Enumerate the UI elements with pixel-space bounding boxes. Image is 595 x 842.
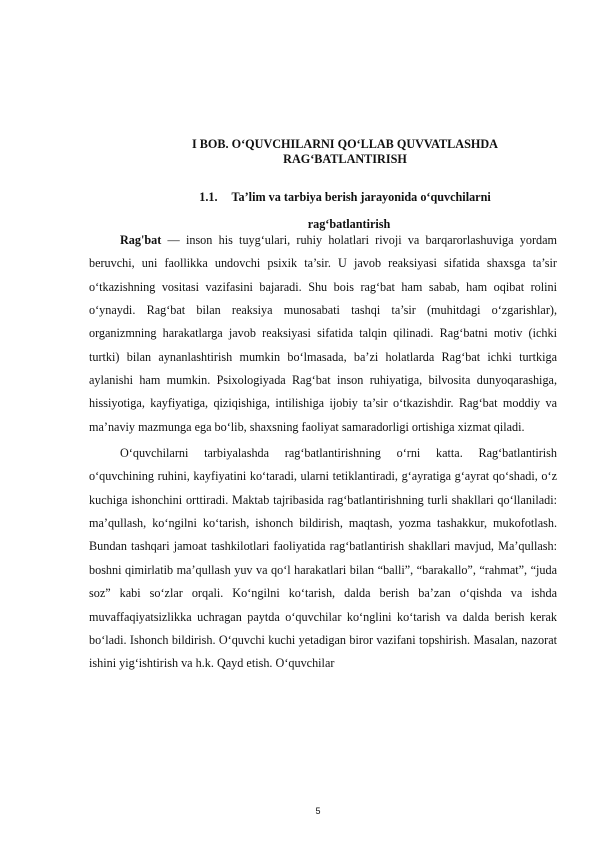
paragraph-1 <box>89 229 557 439</box>
section-title-line-1: Ta’lim va tarbiya berish jarayonida o‘quvchilarni <box>231 190 491 204</box>
section-title-line-2: rag‘batlantirish <box>307 217 391 231</box>
body-text <box>89 229 557 676</box>
paragraph-2: O‘quvchilarni tarbiyalashda rag‘batlantirishning o‘rni katta. Rag‘batlantirish o‘quvchining ruhini, kayfiyatini ko‘taradi, ularni tetiklantiradi, g‘ayratiga g‘ayrat qo‘shadi, o‘z kuchiga ishonchini orttiradi. Maktab tajribasida rag‘batlantirishning turli shakllari qo‘llaniladi: ma’qullash, ko‘ngilni ko‘tarish, ishonch bildirish, maqtash, yozma tashakkur, mukofotlash. Bundan tashqari jamoat tashkilotlari faoliyatida rag‘batlantirish shakllari mavjud, Ma’qullash: boshni qimirlatib ma’qullash yuv va qo‘l harakatlari bilan “balli”, “barakallo”, “rahmat”, “juda soz” kabi so‘zlar orqali. Ko‘ngilni ko‘tarish, dalda berish ba’zan o‘qishda va ishda muvaffaqiyatsizlikka uchragan paytda o‘quvchilar ko‘nglini ko‘tarish va dalda berish kerak bo‘ladi. Ishonch bildirish. O‘quvchi kuchi yetadigan biror vazifani topshirish. Masalan, nazorat ishini yig‘ishtirish va h.k. Qayd etish. O‘quvchilar <box>89 446 557 671</box>
paragraph-1-text: — inson his tuyg‘ulari, ruhiy holatlari rivoji va barqarorlashuviga yordam beruvchi, uni faollikka undovchi psixik ta’sir. U javob reaksiyasi sifatida shaxsga ta’sir o‘tkazishning vositasi vazifasini bajaradi. Shu bois rag‘bat ham sabab, ham oqibat rolini o‘ynaydi. Rag‘bat bilan reaksiya munosabati tashqi ta’sir (muhitdagi o‘zgarishlar), organizmning harakatlarga javob reaksiyasi sifatida talqin qilinadi. Rag‘batni motiv (ichki turtki) bilan aynanlashtirish mumkin bo‘lmasada, ba’zi holatlarda Rag‘bat ichki turtkiga aylanishi ham mumkin. Psixologiyada Rag‘bat inson ruhiyatiga, bilvosita dunyoqarashiga, hissiyotiga, kayfiyatiga, qiziqishiga, intilishiga ijobiy ta’sir o‘tkazishdir. Rag‘bat moddiy va ma’naviy mazmunga ega bo‘lib, shaxsning faoliyat samaradorligi ortishiga xizmat qiladi. <box>89 233 557 434</box>
page-number: 5 <box>315 806 321 816</box>
chapter-title <box>130 137 560 167</box>
chapter-title-line-1: I BOB. O‘QUVCHILARNI QO‘LLAB QUVVATLASHDA <box>192 137 498 151</box>
defined-term: Rag'bat <box>120 233 162 247</box>
section-number: 1.1. <box>199 190 218 204</box>
chapter-title-line-2: RAG‘BATLANTIRISH <box>283 152 407 166</box>
section-heading-line-1 <box>130 184 560 211</box>
